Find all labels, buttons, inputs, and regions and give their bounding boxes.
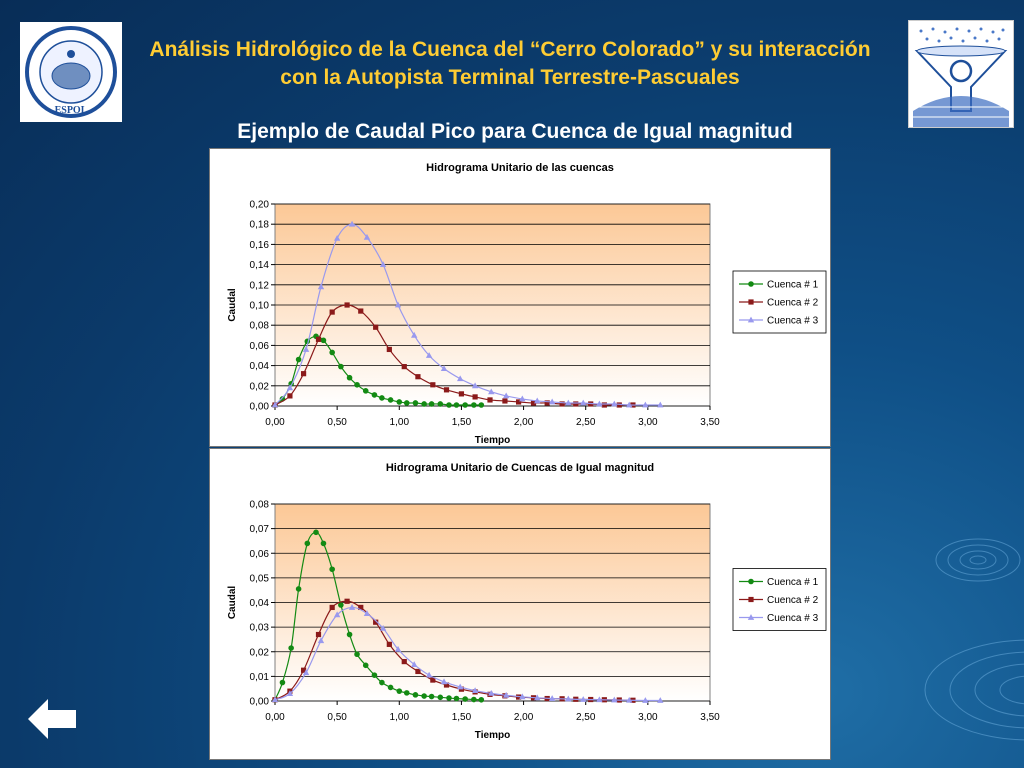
legend-label: Cuenca # 3 [767, 315, 819, 327]
x-tick-label: 3,00 [638, 712, 658, 723]
legend-label: Cuenca # 1 [767, 577, 819, 588]
data-point [454, 696, 460, 702]
y-tick-label: 0,04 [249, 361, 269, 373]
data-point [372, 672, 378, 678]
data-point [462, 402, 468, 408]
data-point [329, 350, 335, 356]
espol-logo [20, 22, 122, 122]
x-axis-label: Tiempo [474, 730, 511, 741]
hydrograph-chart-2 [210, 449, 830, 759]
y-tick-label: 0,18 [249, 219, 269, 231]
legend-label: Cuenca # 1 [767, 279, 819, 291]
y-tick-label: 0,02 [249, 381, 269, 393]
data-point [602, 402, 607, 407]
x-tick-label: 2,50 [575, 712, 596, 723]
chart-panel-1 [209, 148, 831, 447]
data-point [459, 391, 464, 396]
data-point [415, 374, 420, 379]
chart-title: Hidrograma Unitario de las cuencas [426, 162, 614, 174]
y-tick-label: 0,02 [249, 647, 269, 659]
data-point [387, 347, 392, 352]
data-point [344, 302, 349, 307]
data-point [402, 364, 407, 369]
data-point [316, 632, 321, 637]
y-tick-label: 0,16 [249, 239, 269, 251]
water-ripple-decoration [920, 520, 1024, 768]
data-point [354, 651, 360, 657]
data-point [296, 586, 302, 592]
data-point [413, 692, 419, 698]
data-point [363, 662, 369, 668]
data-point [446, 402, 452, 408]
data-point [479, 697, 485, 703]
x-tick-label: 1,50 [451, 712, 472, 723]
data-point [296, 357, 302, 363]
espol-abbrev: ESPOL [54, 105, 88, 116]
x-tick-label: 0,00 [265, 417, 285, 428]
data-point [413, 400, 419, 406]
data-point [379, 680, 385, 686]
data-point [573, 401, 578, 406]
hydrology-logo [908, 20, 1014, 128]
data-point [338, 364, 344, 370]
x-tick-label: 3,50 [700, 417, 720, 428]
data-point [471, 697, 477, 703]
legend-marker [748, 281, 754, 287]
hydrograph-chart-1 [210, 149, 830, 446]
data-point [301, 371, 306, 376]
data-point [379, 395, 385, 401]
data-point [330, 605, 335, 610]
y-tick-label: 0,01 [249, 671, 269, 683]
data-point [321, 338, 327, 344]
data-point [388, 685, 394, 691]
y-tick-label: 0,10 [249, 300, 269, 312]
data-point [363, 388, 369, 394]
data-point [471, 402, 477, 408]
x-tick-label: 2,00 [513, 417, 534, 428]
data-point [329, 566, 335, 572]
legend-marker [748, 579, 754, 585]
data-point [404, 400, 410, 406]
data-point [287, 393, 292, 398]
x-tick-label: 1,00 [389, 417, 410, 428]
data-point [387, 642, 392, 647]
data-point [344, 599, 349, 604]
y-tick-label: 0,00 [249, 696, 269, 708]
data-point [358, 308, 363, 313]
data-point [402, 659, 407, 664]
y-tick-label: 0,06 [249, 340, 269, 352]
legend-marker [748, 597, 753, 602]
data-point [429, 694, 435, 700]
chart-panel-2 [209, 448, 831, 760]
slide-subtitle: Ejemplo de Caudal Pico para Cuenca de Igual magnitud [237, 120, 793, 143]
y-tick-label: 0,08 [249, 320, 269, 332]
data-point [372, 392, 378, 398]
chart-title: Hidrograma Unitario de Cuencas de Igual magnitud [385, 462, 655, 474]
x-tick-label: 0,50 [327, 712, 347, 723]
data-point [421, 693, 427, 699]
y-tick-label: 0,12 [249, 280, 269, 292]
data-point [404, 690, 410, 696]
data-point [321, 541, 327, 547]
legend-label: Cuenca # 3 [767, 613, 819, 624]
y-tick-label: 0,08 [249, 499, 269, 511]
data-point [288, 645, 294, 651]
x-axis-label: Tiempo [474, 435, 511, 446]
x-tick-label: 0,50 [327, 417, 347, 428]
y-tick-label: 0,05 [249, 573, 269, 585]
y-axis-label: Caudal [227, 585, 238, 620]
data-point [454, 402, 460, 408]
data-point [305, 541, 311, 547]
y-tick-label: 0,14 [249, 260, 269, 272]
back-button[interactable] [26, 697, 78, 741]
y-tick-label: 0,20 [249, 199, 269, 211]
data-point [396, 688, 402, 694]
x-tick-label: 2,50 [575, 417, 596, 428]
x-tick-label: 1,00 [389, 712, 410, 723]
y-tick-label: 0,06 [249, 548, 269, 560]
slide-title: Análisis Hidrológico de la Cuenca del “Cerro Colorado” y su interacción con la Autopista Terminal Terrestre-Pascuales [149, 38, 871, 89]
x-tick-label: 0,00 [265, 712, 285, 723]
data-point [438, 695, 444, 701]
data-point [430, 382, 435, 387]
data-point [373, 325, 378, 330]
data-point [502, 398, 507, 403]
data-point [347, 375, 353, 381]
y-tick-label: 0,00 [249, 401, 269, 413]
data-point [396, 399, 402, 405]
data-point [421, 401, 427, 407]
data-point [487, 397, 492, 402]
back-arrow-icon [26, 697, 78, 741]
data-point [330, 309, 335, 314]
x-tick-label: 1,50 [451, 417, 472, 428]
data-point [280, 680, 286, 686]
y-tick-label: 0,04 [249, 598, 269, 609]
data-point [388, 397, 394, 403]
x-tick-label: 3,00 [638, 417, 658, 428]
data-point [446, 695, 452, 701]
legend-label: Cuenca # 2 [767, 297, 819, 309]
data-point [462, 696, 468, 702]
x-tick-label: 3,50 [700, 712, 720, 723]
y-tick-label: 0,03 [249, 622, 269, 634]
x-tick-label: 2,00 [513, 712, 534, 723]
legend-marker [748, 299, 753, 304]
data-point [354, 382, 360, 388]
data-point [429, 401, 435, 407]
data-point [438, 401, 444, 407]
data-point [347, 632, 353, 638]
data-point [444, 387, 449, 392]
data-point [473, 394, 478, 399]
y-tick-label: 0,07 [249, 524, 269, 536]
data-point [313, 530, 319, 536]
data-point [316, 337, 321, 342]
legend-label: Cuenca # 2 [767, 595, 819, 606]
data-point [479, 402, 485, 408]
y-axis-label: Caudal [227, 288, 238, 322]
